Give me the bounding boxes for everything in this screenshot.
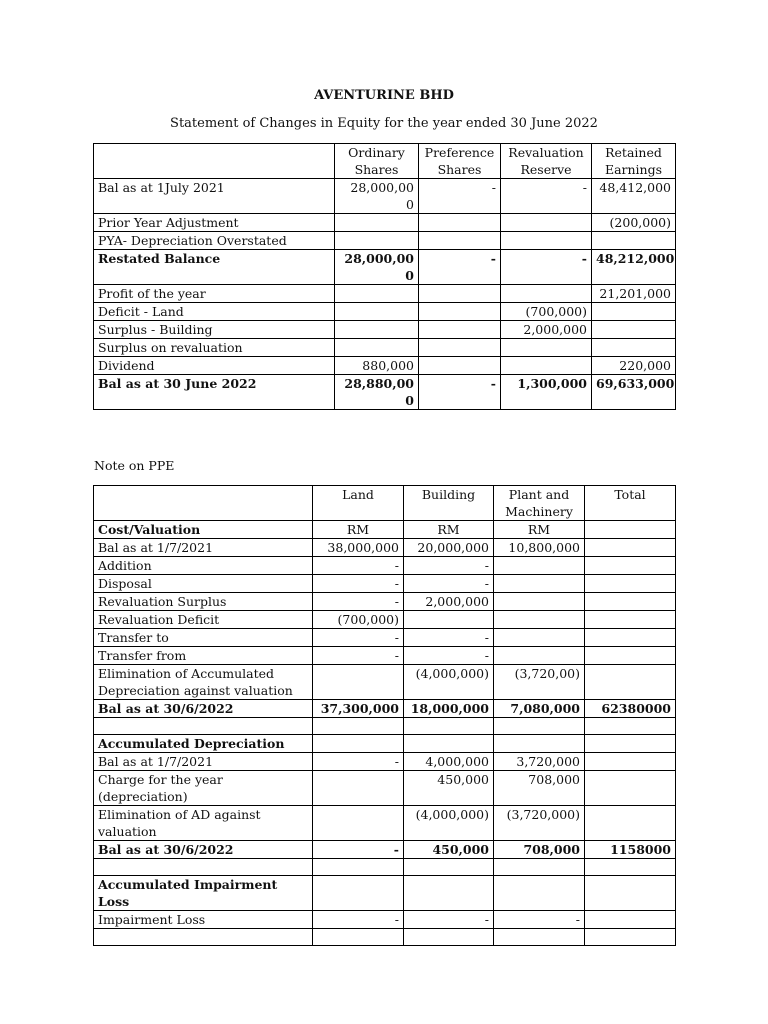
table-cell: 28,880,00 0 xyxy=(335,375,419,410)
table-cell xyxy=(404,718,494,735)
table-cell: 28,000,00 0 xyxy=(335,250,419,285)
table-row xyxy=(94,557,676,575)
row-label xyxy=(94,718,313,735)
table-cell xyxy=(501,357,592,375)
column-header: Revaluation Reserve xyxy=(501,144,592,179)
table-cell xyxy=(501,232,592,250)
table-cell xyxy=(585,806,676,841)
table-cell xyxy=(313,735,404,753)
statement-subtitle: Statement of Changes in Equity for the year ended 30 June 2022 xyxy=(170,116,598,131)
table-cell xyxy=(592,339,676,357)
table-cell: - xyxy=(419,375,501,410)
ppe-note-heading: Note on PPE xyxy=(94,458,175,473)
table-cell: (4,000,000) xyxy=(404,806,494,841)
table-cell: 3,720,000 xyxy=(494,753,585,771)
table-row xyxy=(94,771,676,806)
table-cell: - xyxy=(404,557,494,575)
table-cell xyxy=(494,593,585,611)
table-cell xyxy=(585,771,676,806)
table-row xyxy=(94,859,676,876)
table-cell: 48,412,000 xyxy=(592,179,676,214)
column-header: Plant and Machinery xyxy=(494,486,585,521)
row-label: Bal as at 1/7/2021 xyxy=(94,753,313,771)
table-cell xyxy=(592,232,676,250)
table-cell xyxy=(585,911,676,929)
table-cell xyxy=(494,629,585,647)
table-row xyxy=(94,611,676,629)
table-cell xyxy=(313,876,404,911)
row-label: Surplus on revaluation xyxy=(94,339,335,357)
table-row xyxy=(94,753,676,771)
row-label: Bal as at 30/6/2022 xyxy=(94,700,313,718)
table-cell: (700,000) xyxy=(313,611,404,629)
table-cell: - xyxy=(501,179,592,214)
table-cell xyxy=(592,321,676,339)
row-label: Deficit - Land xyxy=(94,303,335,321)
header-row xyxy=(94,144,676,179)
table-cell: RM xyxy=(313,521,404,539)
column-header: Retained Earnings xyxy=(592,144,676,179)
row-label: Disposal xyxy=(94,575,313,593)
table-cell xyxy=(585,929,676,946)
table-cell xyxy=(494,735,585,753)
table-cell: - xyxy=(313,647,404,665)
column-header: Building xyxy=(404,486,494,521)
table-row xyxy=(94,321,676,339)
table-cell: 1158000 xyxy=(585,841,676,859)
row-label: Impairment Loss xyxy=(94,911,313,929)
table-cell xyxy=(313,665,404,700)
table-cell xyxy=(585,629,676,647)
table-cell: - xyxy=(494,911,585,929)
row-label: Bal as at 1July 2021 xyxy=(94,179,335,214)
table-cell xyxy=(419,339,501,357)
table-row xyxy=(94,665,676,700)
row-label: Prior Year Adjustment xyxy=(94,214,335,232)
row-label: Revaluation Surplus xyxy=(94,593,313,611)
row-label: Profit of the year xyxy=(94,285,335,303)
table-cell xyxy=(585,647,676,665)
table-cell xyxy=(494,718,585,735)
table-row xyxy=(94,521,676,539)
table-cell xyxy=(404,735,494,753)
row-label: Accumulated Impairment Loss xyxy=(94,876,313,911)
table-cell xyxy=(313,718,404,735)
table-cell: 28,000,00 0 xyxy=(335,179,419,214)
table-cell: - xyxy=(404,575,494,593)
table-cell: - xyxy=(313,575,404,593)
row-label: Elimination of AD against valuation xyxy=(94,806,313,841)
row-label: Surplus - Building xyxy=(94,321,335,339)
table-cell xyxy=(313,771,404,806)
row-label xyxy=(94,859,313,876)
table-cell xyxy=(585,557,676,575)
table-cell: 7,080,000 xyxy=(494,700,585,718)
table-cell xyxy=(419,357,501,375)
row-label: Restated Balance xyxy=(94,250,335,285)
table-cell xyxy=(335,303,419,321)
table-cell: (3,720,000) xyxy=(494,806,585,841)
table-cell xyxy=(494,647,585,665)
table-cell xyxy=(419,214,501,232)
table-cell xyxy=(335,232,419,250)
table-cell: - xyxy=(313,911,404,929)
table-cell xyxy=(313,929,404,946)
table-row xyxy=(94,250,676,285)
table-cell xyxy=(592,303,676,321)
table-cell xyxy=(494,557,585,575)
table-cell xyxy=(585,876,676,911)
row-label: Dividend xyxy=(94,357,335,375)
table-cell: 21,201,000 xyxy=(592,285,676,303)
table-cell xyxy=(585,718,676,735)
table-row xyxy=(94,735,676,753)
table-cell: - xyxy=(404,629,494,647)
row-label: Charge for the year (depreciation) xyxy=(94,771,313,806)
row-label: Revaluation Deficit xyxy=(94,611,313,629)
table-cell: 2,000,000 xyxy=(404,593,494,611)
table-cell xyxy=(585,735,676,753)
table-cell: (700,000) xyxy=(501,303,592,321)
table-cell: (3,720,00) xyxy=(494,665,585,700)
row-label: Bal as at 30 June 2022 xyxy=(94,375,335,410)
table-cell: (4,000,000) xyxy=(404,665,494,700)
table-cell: RM xyxy=(404,521,494,539)
table-cell xyxy=(404,876,494,911)
table-cell xyxy=(335,285,419,303)
header-row xyxy=(94,486,676,521)
table-cell: 38,000,000 xyxy=(313,539,404,557)
table-row xyxy=(94,700,676,718)
table-cell: - xyxy=(404,911,494,929)
table-cell: 37,300,000 xyxy=(313,700,404,718)
ppe-note-table xyxy=(93,485,676,946)
table-cell xyxy=(419,232,501,250)
row-label: Bal as at 1/7/2021 xyxy=(94,539,313,557)
table-cell: RM xyxy=(494,521,585,539)
table-row xyxy=(94,539,676,557)
table-cell: 20,000,000 xyxy=(404,539,494,557)
table-cell: 880,000 xyxy=(335,357,419,375)
table-cell xyxy=(313,806,404,841)
column-header: Ordinary Shares xyxy=(335,144,419,179)
table-cell: 450,000 xyxy=(404,771,494,806)
table-row xyxy=(94,718,676,735)
table-cell: 220,000 xyxy=(592,357,676,375)
table-cell: 48,212,000 xyxy=(592,250,676,285)
table-row xyxy=(94,593,676,611)
row-label: PYA- Depreciation Overstated xyxy=(94,232,335,250)
table-row xyxy=(94,647,676,665)
table-cell xyxy=(335,321,419,339)
page-title: AVENTURINE BHD xyxy=(314,88,454,103)
table-cell xyxy=(585,859,676,876)
table-row xyxy=(94,876,676,911)
table-cell xyxy=(494,575,585,593)
row-label: Elimination of Accumulated Depreciation against valuation xyxy=(94,665,313,700)
table-cell xyxy=(404,859,494,876)
table-row xyxy=(94,806,676,841)
table-cell: - xyxy=(313,593,404,611)
header-cell-blank xyxy=(94,144,335,179)
table-row xyxy=(94,339,676,357)
table-row xyxy=(94,375,676,410)
table-cell xyxy=(585,539,676,557)
row-label: Bal as at 30/6/2022 xyxy=(94,841,313,859)
table-cell xyxy=(494,611,585,629)
table-cell xyxy=(585,593,676,611)
table-row xyxy=(94,629,676,647)
table-cell: 4,000,000 xyxy=(404,753,494,771)
table-row xyxy=(94,179,676,214)
table-cell: - xyxy=(419,179,501,214)
table-cell xyxy=(335,339,419,357)
table-row xyxy=(94,929,676,946)
table-cell: 708,000 xyxy=(494,771,585,806)
header-cell-blank xyxy=(94,486,313,521)
table-cell: (200,000) xyxy=(592,214,676,232)
table-cell xyxy=(585,611,676,629)
table-cell: 450,000 xyxy=(404,841,494,859)
table-cell: 18,000,000 xyxy=(404,700,494,718)
table-cell: 10,800,000 xyxy=(494,539,585,557)
row-label: Transfer to xyxy=(94,629,313,647)
row-label: Addition xyxy=(94,557,313,575)
table-cell: 2,000,000 xyxy=(501,321,592,339)
table-cell: 1,300,000 xyxy=(501,375,592,410)
table-cell: - xyxy=(313,753,404,771)
table-row xyxy=(94,575,676,593)
table-cell: 708,000 xyxy=(494,841,585,859)
table-cell xyxy=(501,214,592,232)
table-cell xyxy=(335,214,419,232)
table-cell: 62380000 xyxy=(585,700,676,718)
table-cell xyxy=(501,339,592,357)
table-cell xyxy=(404,929,494,946)
table-cell: - xyxy=(313,557,404,575)
table-cell xyxy=(501,285,592,303)
table-cell xyxy=(585,753,676,771)
table-cell xyxy=(585,575,676,593)
table-cell xyxy=(404,611,494,629)
table-cell xyxy=(494,859,585,876)
table-row xyxy=(94,911,676,929)
table-row xyxy=(94,214,676,232)
column-header: Land xyxy=(313,486,404,521)
table-cell xyxy=(419,303,501,321)
table-row xyxy=(94,303,676,321)
table-cell: - xyxy=(313,841,404,859)
table-cell xyxy=(313,859,404,876)
table-cell xyxy=(419,285,501,303)
table-cell: - xyxy=(313,629,404,647)
table-row xyxy=(94,285,676,303)
table-cell xyxy=(585,665,676,700)
column-header: Preference Shares xyxy=(419,144,501,179)
table-row xyxy=(94,232,676,250)
row-label: Transfer from xyxy=(94,647,313,665)
table-cell xyxy=(494,876,585,911)
table-cell: - xyxy=(404,647,494,665)
row-label: Cost/Valuation xyxy=(94,521,313,539)
row-label xyxy=(94,929,313,946)
column-header: Total xyxy=(585,486,676,521)
table-cell: - xyxy=(419,250,501,285)
table-cell xyxy=(585,521,676,539)
table-row xyxy=(94,841,676,859)
table-cell: - xyxy=(501,250,592,285)
table-cell xyxy=(494,929,585,946)
table-cell: 69,633,000 xyxy=(592,375,676,410)
table-row xyxy=(94,357,676,375)
row-label: Accumulated Depreciation xyxy=(94,735,313,753)
table-cell xyxy=(419,321,501,339)
equity-statement-table xyxy=(93,143,676,410)
